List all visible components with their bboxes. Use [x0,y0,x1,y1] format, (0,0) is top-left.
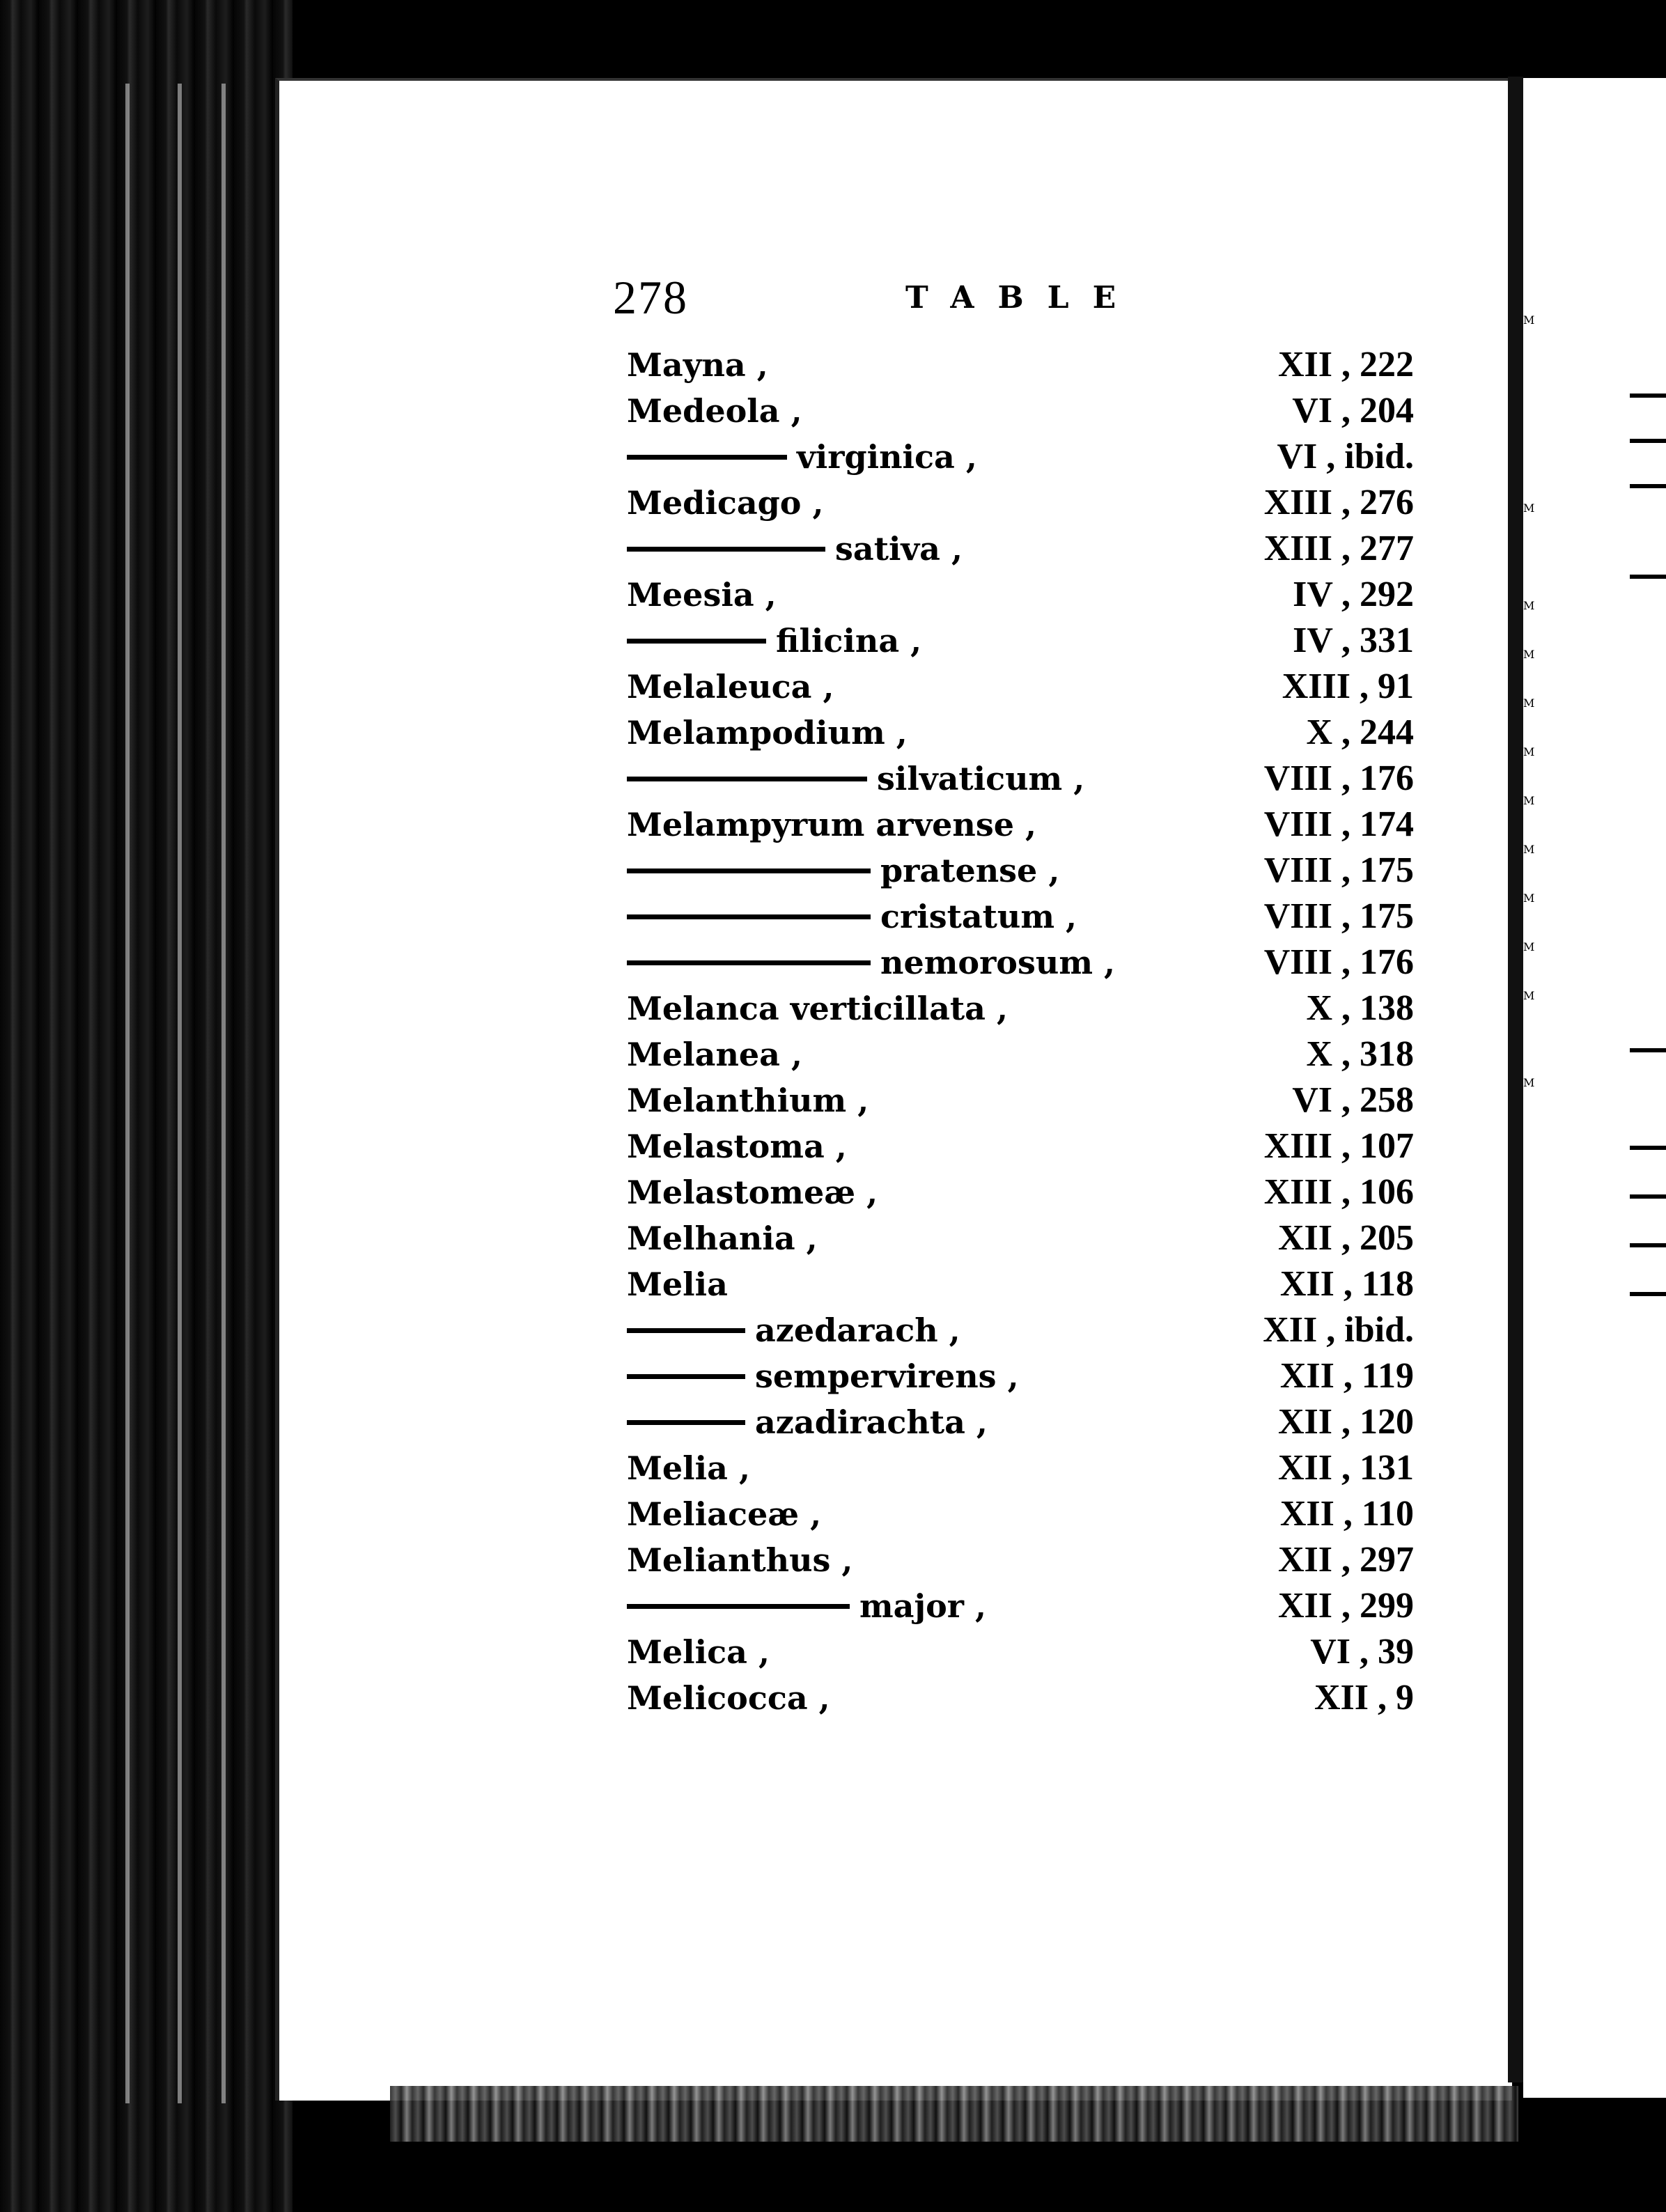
index-entry [627,1170,1414,1215]
index-entry [627,1354,1414,1399]
entry-reference: XII , 110 [1279,1494,1414,1534]
entry-name: Melhania , [627,1220,818,1257]
index-entry [627,618,1414,663]
index-entry [627,802,1414,847]
next-page-edge [1523,78,1666,2098]
entry-name [627,1584,986,1628]
entry-name: Melanca verticillata , [627,990,1009,1027]
index-entry [627,1308,1414,1353]
entry-name: Melicocca , [627,1679,830,1717]
entry-reference: IV , 331 [1293,621,1414,660]
next-page-letter: M [1523,501,1535,515]
ditto-dash [627,1420,745,1425]
index-entry [627,1400,1414,1444]
page-number: 278 [613,271,688,324]
index-entry [627,435,1414,479]
entry-name: Medeola , [627,392,802,430]
ditto-dash [627,639,766,644]
entry-name: Melastoma , [627,1128,847,1165]
entry-name-text: pratense , [880,852,1060,889]
entry-name: Melampodium , [627,714,908,751]
index-entry [627,573,1414,617]
entry-name-text: major , [859,1587,987,1625]
running-title: TABLE [905,280,1140,316]
entry-name: Melastomeæ , [627,1174,878,1211]
next-page-dash [1630,1146,1666,1150]
next-page-letter: M [1523,599,1535,612]
binding-streak [221,84,226,2103]
index-entry [627,389,1414,433]
index-entry [627,1032,1414,1077]
entry-name [627,1308,960,1353]
binding-streak [125,84,130,2103]
ditto-dash [627,1604,850,1609]
entry-reference: VI , 258 [1292,1080,1414,1120]
entry-reference: X , 318 [1306,1034,1414,1074]
entry-name-text: azedarach , [755,1311,960,1349]
index-entry [627,1216,1414,1261]
entry-reference: VI , 39 [1310,1632,1414,1672]
entry-reference: X , 244 [1306,712,1414,752]
next-page-dash [1630,484,1666,488]
index-entry [627,894,1414,939]
page-gutter [1508,77,1523,2082]
entry-reference: X , 138 [1306,988,1414,1028]
entry-name: Melampyrum arvense , [627,806,1037,843]
entry-name: Meesia , [627,576,777,614]
ditto-dash [627,869,871,873]
entry-name [627,894,1077,939]
next-page-dash [1630,1194,1666,1199]
ditto-dash [627,1328,745,1333]
ditto-dash [627,960,871,965]
entry-name-text: virginica , [797,438,977,476]
index-entry [627,343,1414,387]
entry-name [627,940,1115,985]
next-page-letter: M [1523,989,1535,1002]
binding-streak [178,84,182,2103]
entry-reference: XII , 119 [1279,1356,1414,1396]
entry-name: Melaleuca , [627,668,834,706]
entry-name [627,1400,988,1444]
next-page-dash [1630,1048,1666,1052]
entry-name-text: silvaticum , [877,760,1085,797]
entry-name: Melia [627,1265,728,1303]
index-entry [627,1446,1414,1490]
entry-name [627,435,977,479]
next-page-dash [1630,439,1666,443]
entry-reference: XII , 120 [1277,1402,1414,1442]
entry-name: Melanea , [627,1036,803,1073]
next-page-letter: M [1523,940,1535,953]
index-entry [627,527,1414,571]
index-entry [627,664,1414,709]
entry-reference: IV , 292 [1293,575,1414,614]
book-binding-left [0,0,293,2212]
entry-reference: XIII , 277 [1263,529,1414,568]
index-entry [627,1538,1414,1582]
next-page-dash [1630,1292,1666,1296]
entry-reference: XII , 205 [1277,1218,1414,1258]
entry-name: Melia , [627,1449,750,1487]
next-page-letter: M [1523,745,1535,758]
entry-reference: VIII , 175 [1263,896,1414,936]
entry-name-text: azadirachta , [755,1403,988,1441]
ditto-dash [627,777,867,781]
entry-name-text: sempervirens , [755,1357,1019,1395]
index-entry [627,1124,1414,1169]
entry-reference: XII , 222 [1277,345,1414,384]
next-page-letter: M [1523,794,1535,807]
entry-name [627,756,1084,801]
entry-reference: XII , ibid. [1263,1310,1414,1350]
next-page-letter: M [1523,313,1535,327]
entry-reference: VIII , 175 [1263,850,1414,890]
entry-name: Mayna , [627,346,768,384]
entry-reference: VIII , 174 [1263,804,1414,844]
entry-reference: XII , 9 [1314,1678,1414,1718]
entry-reference: XIII , 91 [1282,667,1414,706]
index-entry [627,1676,1414,1720]
next-page-letter: M [1523,648,1535,661]
entry-reference: VI , ibid. [1277,437,1414,476]
index-entry [627,1262,1414,1307]
ditto-dash [627,455,787,460]
index-entry [627,848,1414,893]
entry-name-text: cristatum , [880,898,1077,935]
index-entry [627,1630,1414,1674]
next-page-dash [1630,394,1666,398]
entry-name [627,527,963,571]
entry-name [627,848,1059,893]
entry-reference: XII , 297 [1277,1540,1414,1580]
entry-reference: VI , 204 [1292,391,1414,430]
entry-reference: XII , 299 [1277,1586,1414,1626]
entry-reference: VIII , 176 [1263,942,1414,982]
ditto-dash [627,547,825,552]
index-entry [627,1492,1414,1536]
next-page-letter: M [1523,1076,1535,1089]
index-entry [627,940,1414,985]
page-header [613,270,1414,333]
entry-reference: XII , 131 [1277,1448,1414,1488]
entry-name: Meliaceæ , [627,1495,822,1533]
entry-name [627,1354,1019,1399]
entry-name [627,618,921,663]
next-page-letter: M [1523,891,1535,905]
entry-reference: XIII , 276 [1263,483,1414,522]
index-entry [627,1078,1414,1123]
index-entry [627,710,1414,755]
entry-name-text: filicina , [776,622,922,660]
page-bottom-edge [390,2086,1518,2142]
entry-reference: VIII , 176 [1263,758,1414,798]
index-entry [627,481,1414,525]
entry-reference: XII , 118 [1279,1264,1414,1304]
next-page-letter: M [1523,696,1535,710]
index-entry [627,986,1414,1031]
ditto-dash [627,914,871,919]
entry-name-text: nemorosum , [880,944,1116,981]
ditto-dash [627,1374,745,1379]
next-page-dash [1630,1243,1666,1247]
entry-reference: XIII , 107 [1263,1126,1414,1166]
next-page-dash [1630,575,1666,579]
entry-name-text: sativa , [835,530,963,568]
entry-name: Melanthium , [627,1082,869,1119]
index-entry [627,756,1414,801]
entry-name: Melica , [627,1633,770,1671]
entry-name: Melianthus , [627,1541,853,1579]
next-page-letter: M [1523,843,1535,856]
index-entry [627,1584,1414,1628]
entry-name: Medicago , [627,484,824,522]
entry-reference: XIII , 106 [1263,1172,1414,1212]
